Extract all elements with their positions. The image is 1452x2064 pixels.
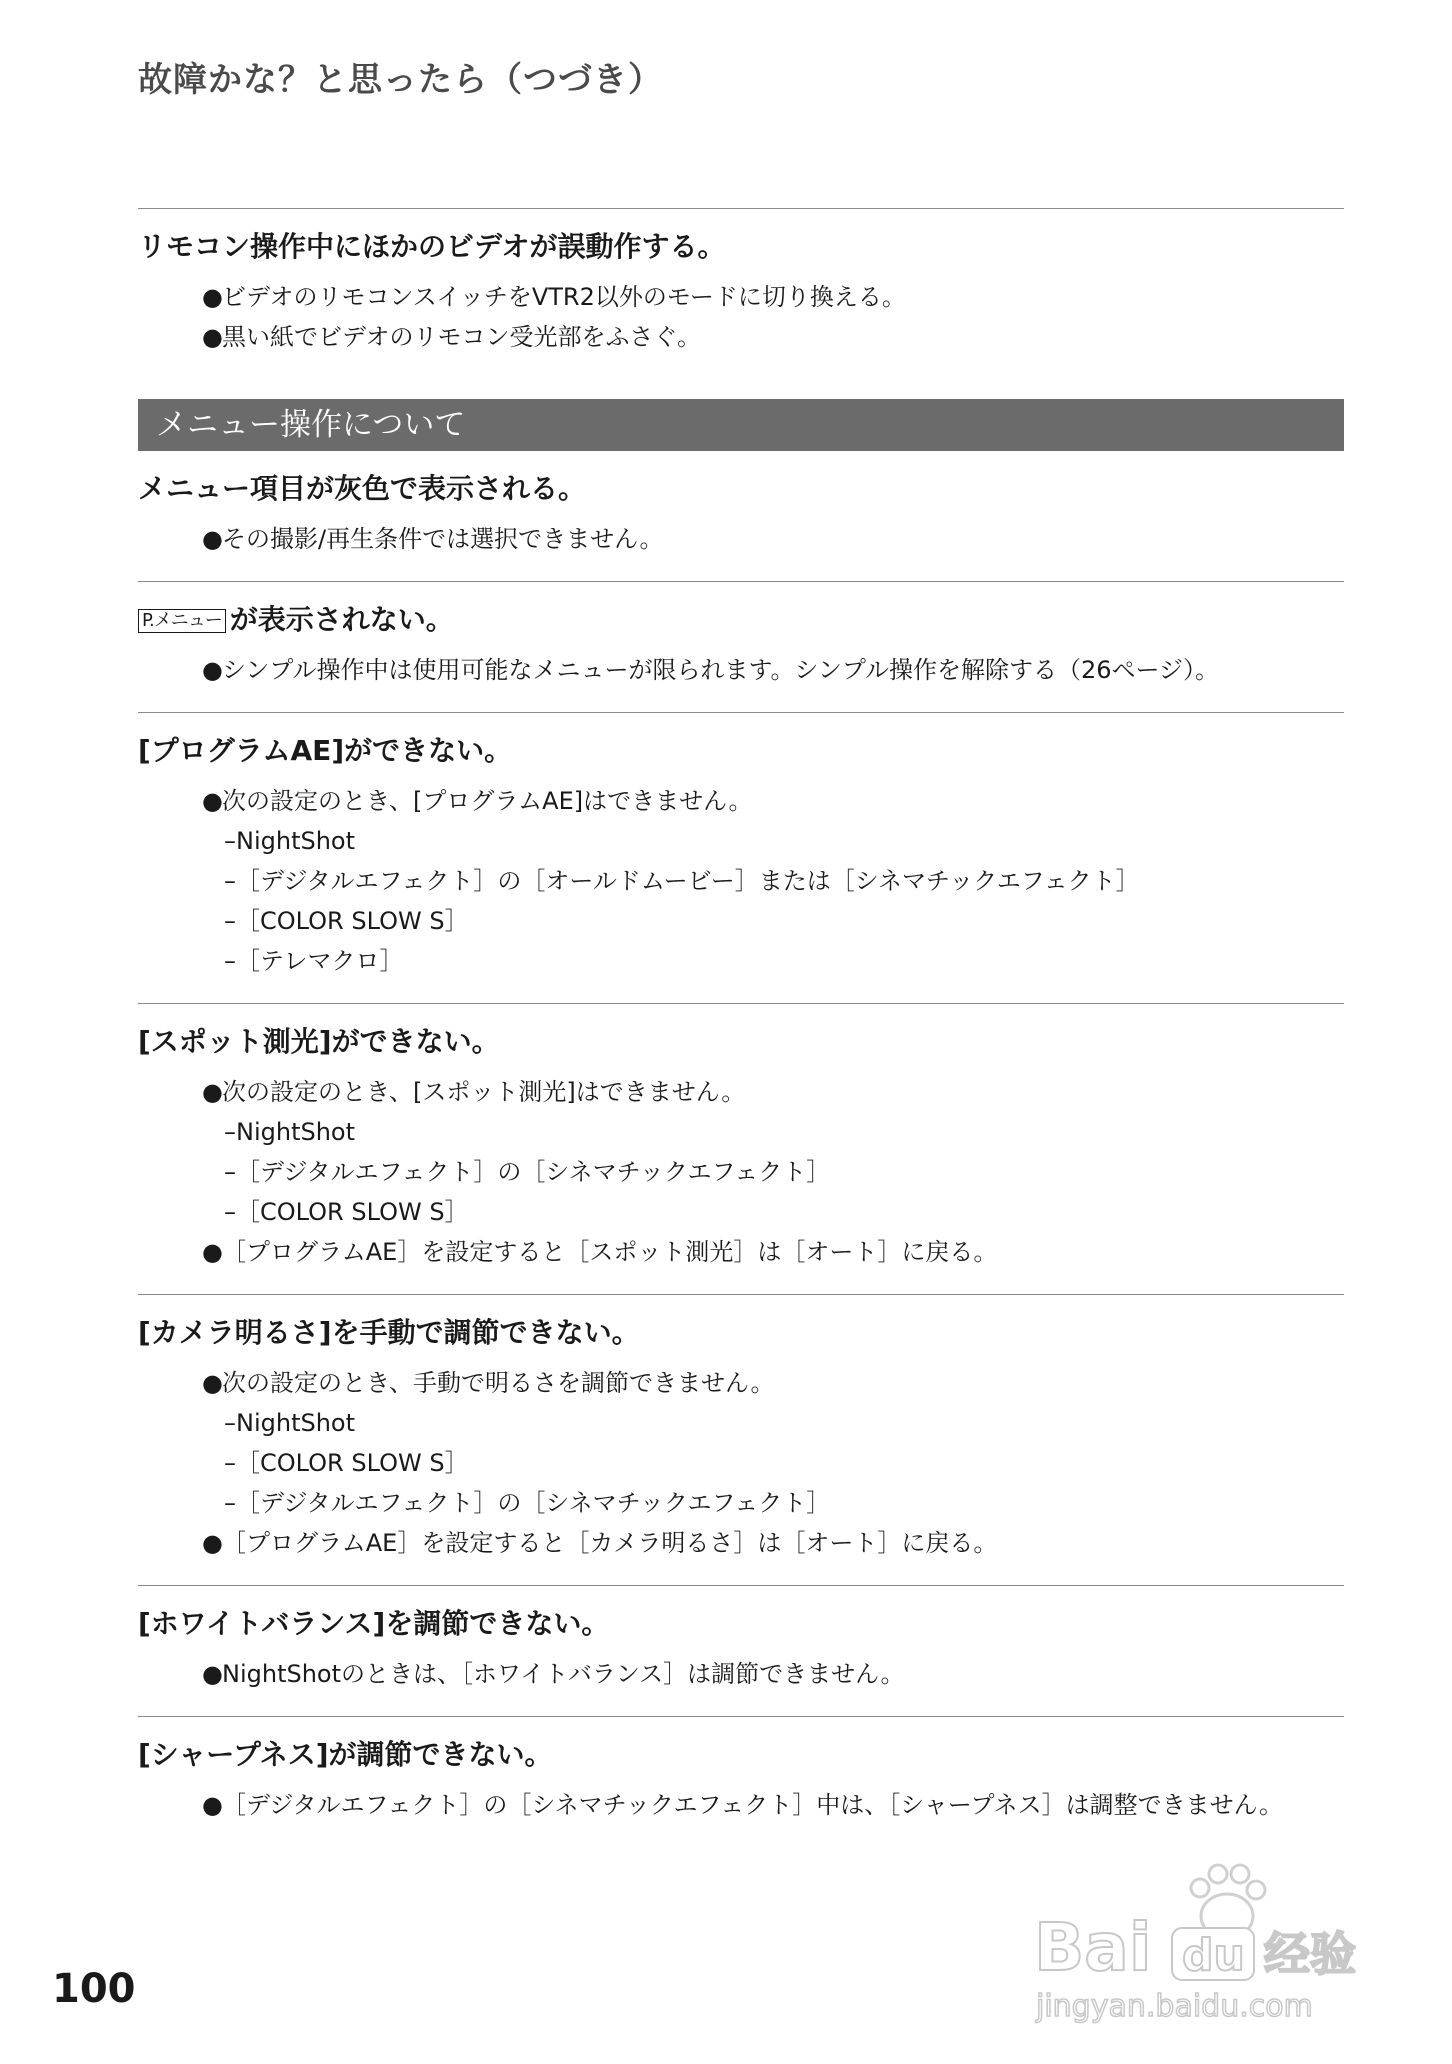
bullet-dot-icon: ● [202, 656, 223, 684]
dash-item: –［デジタルエフェクト］の［シネマチックエフェクト］ [224, 1158, 831, 1186]
question: リモコン操作中にほかのビデオが誤動作する。 [138, 230, 726, 263]
bullet-dot-icon: ● [202, 1078, 223, 1106]
faq-item-spot-meter [138, 1003, 1344, 1294]
dash-item: –NightShot [224, 1118, 356, 1146]
page-content [138, 208, 1344, 1847]
bullet-dot-icon: ● [202, 323, 223, 351]
baidu-watermark-logo [1022, 1858, 1382, 2028]
dash-item: –［デジタルエフェクト］の［オールドムービー］または［シネマチックエフェクト］ [224, 867, 1140, 895]
dash-item: –［COLOR SLOW S］ [224, 907, 469, 935]
faq-item-remote-control [138, 208, 1344, 379]
bullet-dot-icon: ● [202, 1238, 223, 1266]
question: [カメラ明るさ]を手動で調節できない。 [138, 1316, 640, 1349]
bullet-dot-icon: ● [202, 1660, 223, 1688]
svg-text:du: du [1182, 1930, 1245, 1981]
bullet-dot-icon: ● [202, 283, 223, 311]
bullet: ●次の設定のとき、手動で明るさを調節できません。 [138, 1363, 1344, 1403]
bullet: ●ビデオのリモコンスイッチをVTR2以外のモードに切り換える。 [138, 277, 1344, 317]
bullet-dot-icon: ● [202, 525, 223, 553]
faq-item-sharpness [138, 1716, 1344, 1847]
bullet: ●シンプル操作中は使用可能なメニューが限られます。シンプル操作を解除する（26ページ）。 [138, 650, 1344, 690]
bullet: ●次の設定のとき、[プログラムAE]はできません。 [138, 781, 1344, 821]
question: メニュー項目が灰色で表示される。 [138, 472, 587, 505]
bullet-dot-icon: ● [202, 1369, 223, 1397]
p-menu-icon: P.メニュー [138, 609, 226, 633]
bullet: ●［プログラムAE］を設定すると［カメラ明るさ］は［オート］に戻る。 [138, 1523, 1344, 1563]
svg-text:jingyan.baidu.com: jingyan.baidu.com [1036, 1989, 1313, 2024]
question: [プログラムAE]ができない。 [138, 734, 513, 767]
dash-item: –NightShot [224, 827, 356, 855]
bullet: ●その撮影/再生条件では選択できません。 [138, 519, 1344, 559]
section-header: メニュー操作について [138, 399, 1344, 451]
bullet-dot-icon: ● [202, 1529, 223, 1557]
dash-item: –NightShot [224, 1409, 356, 1437]
faq-item-white-balance [138, 1585, 1344, 1716]
question: [ホワイトバランス]を調節できない。 [138, 1607, 610, 1640]
bullet: ●次の設定のとき、[スポット測光]はできません。 [138, 1072, 1344, 1112]
bullet: ●NightShotのときは、［ホワイトバランス］は調節できません。 [138, 1654, 1344, 1694]
bullet: ●［デジタルエフェクト］の［シネマチックエフェクト］中は、［シャープネス］は調整できません。 [138, 1785, 1344, 1825]
page-title: 故障かな？と思ったら（つづき） [138, 60, 663, 100]
faq-item-p-menu [138, 581, 1344, 712]
svg-text:Bai: Bai [1034, 1909, 1152, 1986]
bullet: ●［プログラムAE］を設定すると［スポット測光］は［オート］に戻る。 [138, 1232, 1344, 1272]
dash-item: –［テレマクロ］ [224, 947, 404, 975]
faq-item-grey-menu [138, 451, 1344, 581]
faq-item-camera-brightness [138, 1294, 1344, 1585]
dash-item: –［COLOR SLOW S］ [224, 1449, 469, 1477]
faq-item-program-ae [138, 712, 1344, 1003]
page-number: 100 [52, 1966, 136, 2012]
bullet-dot-icon: ● [202, 787, 223, 815]
question: [シャープネス]が調節できない。 [138, 1738, 553, 1771]
question: P.メニュー が表示されない。 [138, 600, 1344, 640]
question: [スポット測光]ができない。 [138, 1025, 500, 1058]
dash-item: –［デジタルエフェクト］の［シネマチックエフェクト］ [224, 1489, 831, 1517]
dash-item: –［COLOR SLOW S］ [224, 1198, 469, 1226]
bullet-dot-icon: ● [202, 1791, 223, 1819]
bullet: ●黒い紙でビデオのリモコン受光部をふさぐ。 [138, 317, 1344, 357]
svg-text:经验: 经验 [1264, 1927, 1356, 1981]
